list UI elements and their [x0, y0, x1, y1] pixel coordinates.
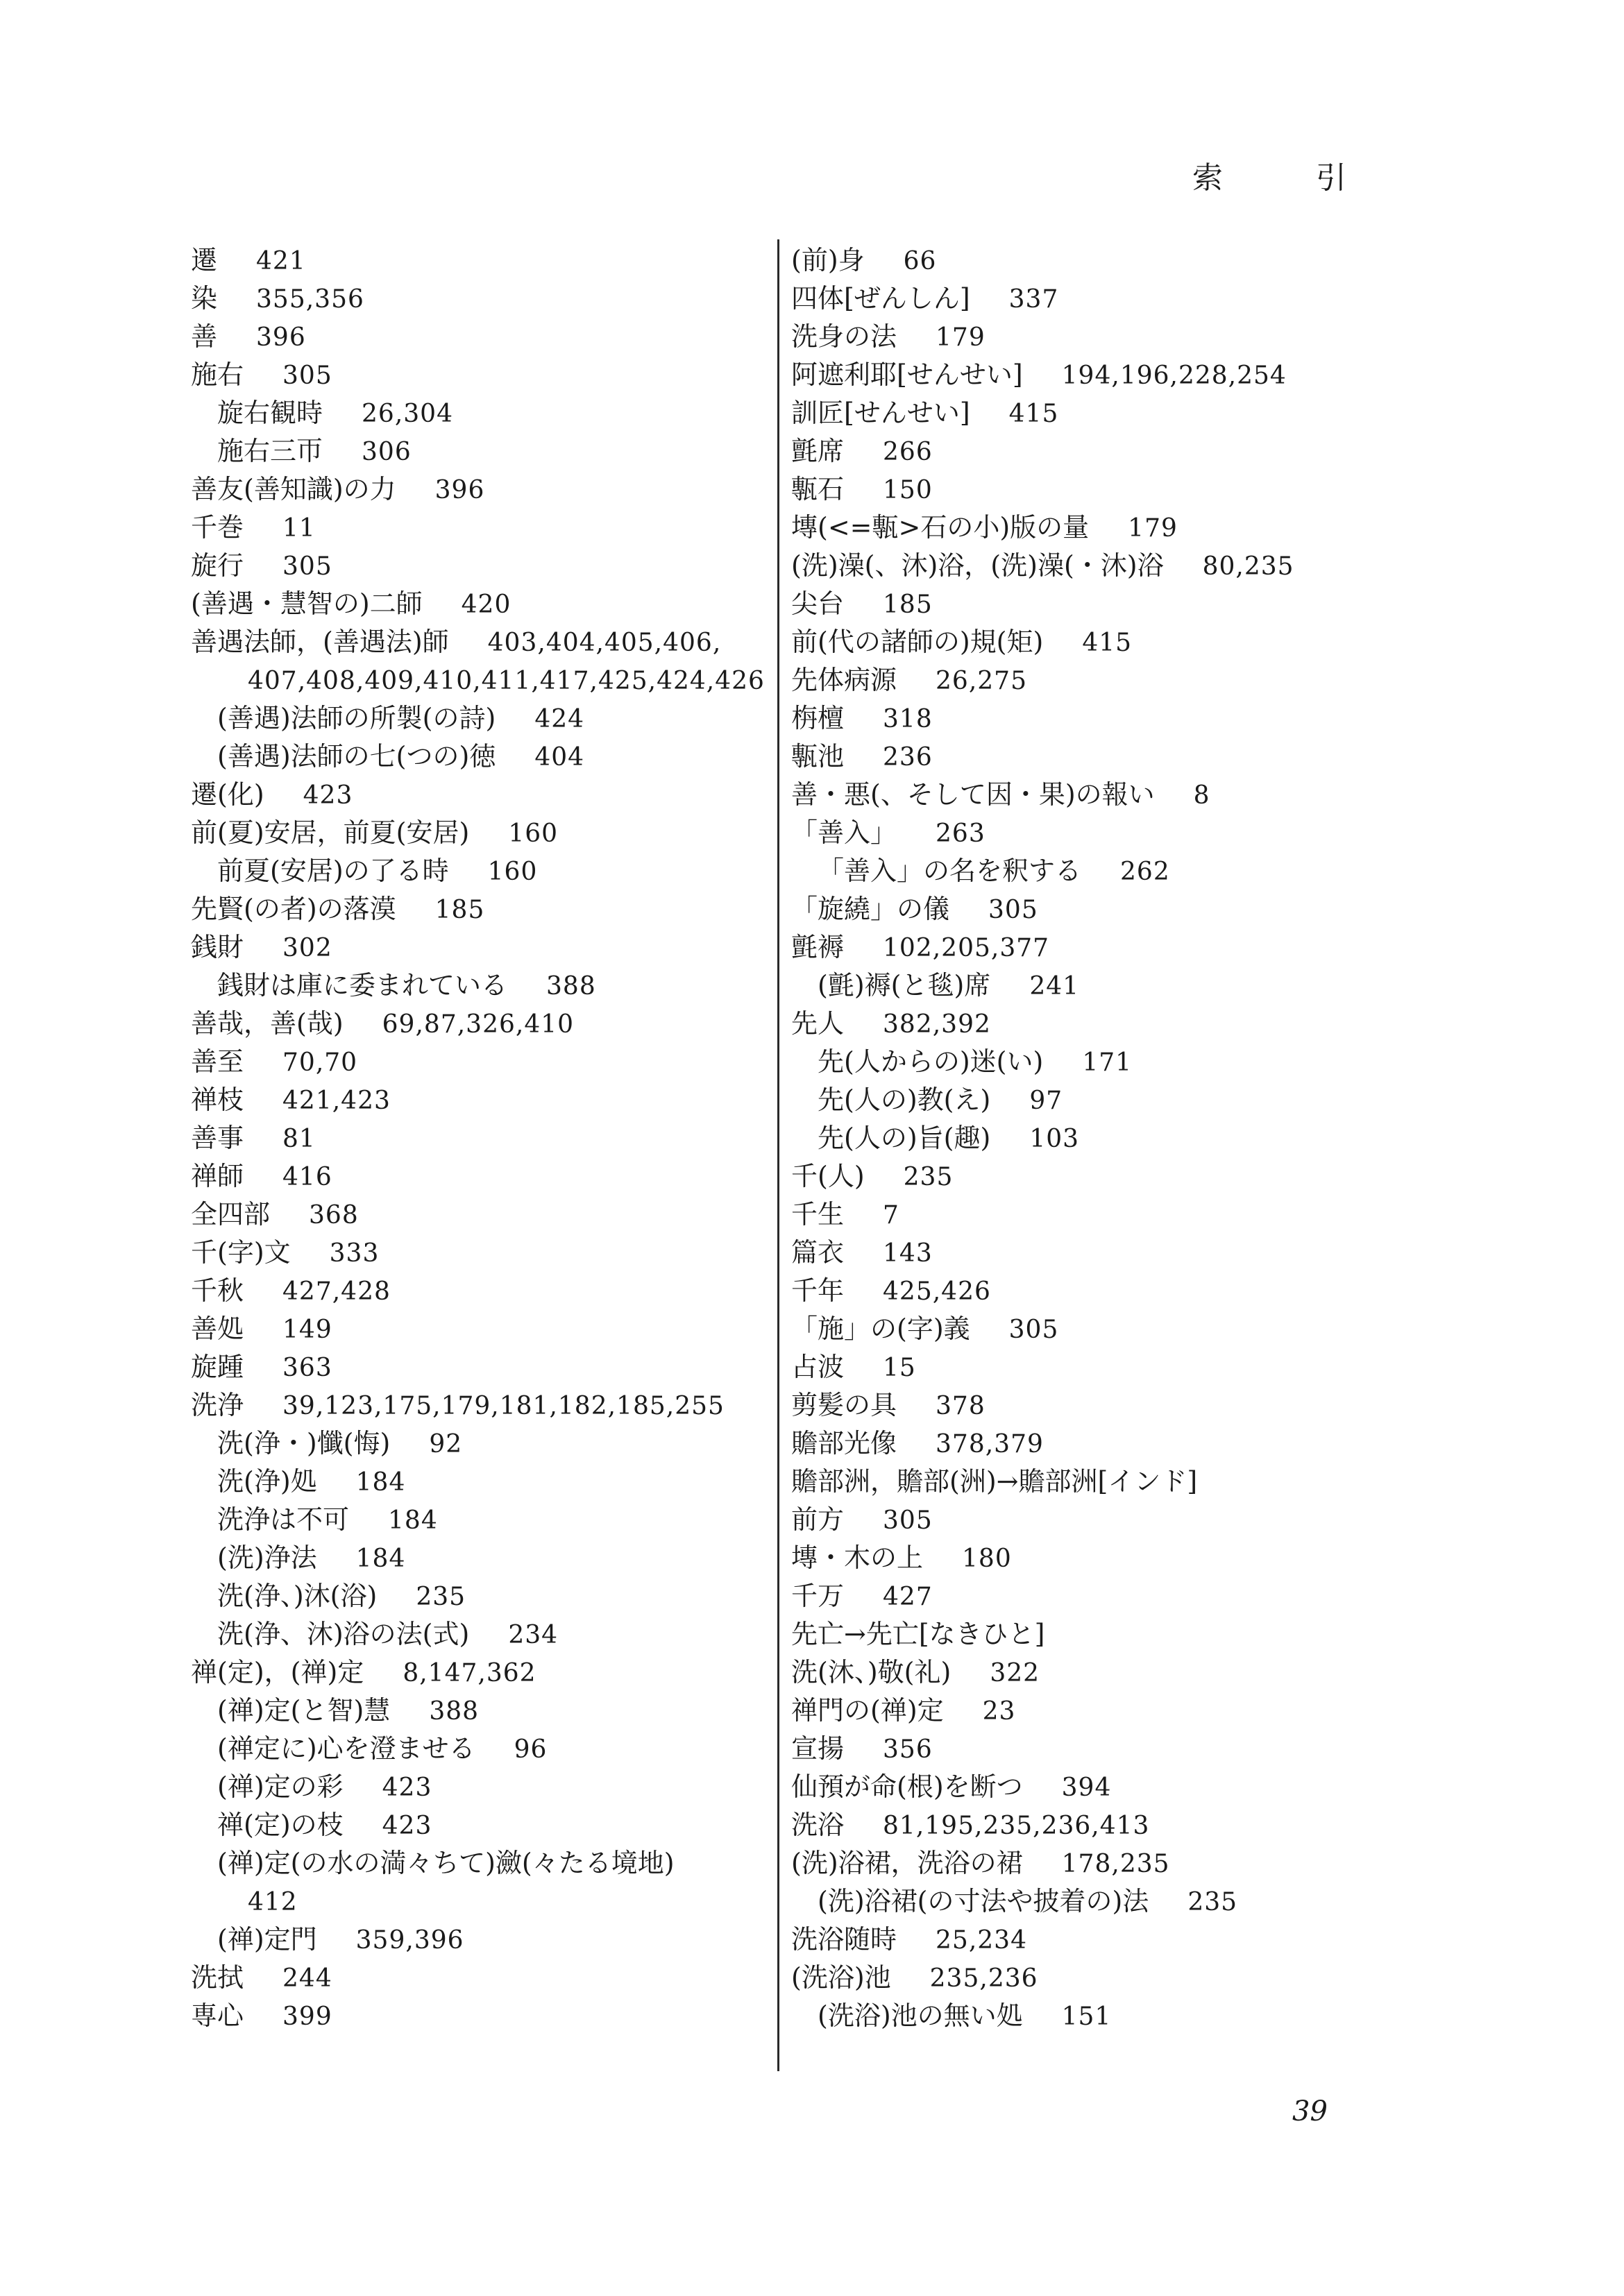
index-term: 洗浄 — [191, 1390, 244, 1420]
index-term: 善処 — [191, 1313, 244, 1344]
index-entry — [791, 1539, 1402, 1577]
index-term: 善遇法師，(善遇法)師 — [191, 627, 449, 657]
index-entry — [791, 509, 1402, 547]
index-term: 前(代の諸師の)規(矩) — [791, 627, 1044, 657]
index-term: (洗浴)池の無い処 — [818, 2000, 1023, 2031]
index-page-refs: 423 — [382, 1812, 432, 1840]
index-page-refs: 26,275 — [936, 667, 1027, 695]
index-page-refs: 235 — [903, 1163, 954, 1191]
index-header: 索 引 — [1192, 160, 1388, 196]
column-divider — [777, 239, 779, 2071]
index-page-refs: 194,196,228,254 — [1061, 362, 1287, 390]
index-page-refs: 394 — [1061, 1774, 1112, 1802]
index-term: (洗浴)池 — [791, 1962, 891, 1993]
index-page-refs: 396 — [434, 476, 485, 504]
index-entry — [191, 1196, 802, 1234]
index-page-refs: 235 — [416, 1583, 466, 1611]
index-entry — [791, 890, 1402, 928]
index-term: 前夏(安居)の了る時 — [217, 856, 449, 886]
index-entry — [191, 1043, 802, 1081]
index-page-refs: 368 — [309, 1201, 359, 1230]
index-entry — [791, 623, 1402, 661]
index-term: 占波 — [791, 1352, 845, 1382]
index-entry — [791, 1921, 1402, 1959]
index-entry — [791, 547, 1402, 585]
index-term: 善事 — [191, 1123, 244, 1153]
index-entry — [791, 1310, 1402, 1348]
index-entry — [791, 1882, 1402, 1921]
index-entry — [791, 1043, 1402, 1081]
index-page-refs: 160 — [487, 858, 538, 886]
index-page-refs: 333 — [329, 1239, 380, 1268]
index-term: 「善入」の名を釈する — [818, 856, 1082, 886]
index-page-refs: 149 — [282, 1316, 332, 1344]
index-entry — [791, 699, 1402, 738]
index-term: 千巻 — [191, 512, 244, 543]
index-entry — [791, 1005, 1402, 1043]
index-page-refs: 378,379 — [936, 1430, 1044, 1459]
index-term: 訓匠[せんせい] — [791, 398, 970, 428]
index-entry — [791, 432, 1402, 470]
index-page-refs: 185 — [434, 896, 485, 924]
index-entry — [191, 1348, 802, 1386]
index-entry — [791, 318, 1402, 356]
index-entry — [191, 661, 802, 699]
index-page-refs: 244 — [282, 1964, 332, 1993]
index-entry — [191, 967, 802, 1005]
index-entry — [191, 623, 802, 661]
index-entry — [191, 585, 802, 623]
index-entry — [191, 1615, 802, 1653]
index-page-refs: 305 — [1008, 1316, 1059, 1344]
index-page-refs: 425,426 — [883, 1277, 991, 1306]
index-term: 四体[ぜんしん] — [791, 283, 970, 314]
index-entry — [191, 356, 802, 394]
index-page-refs: 416 — [282, 1163, 332, 1191]
index-page-refs: 427 — [883, 1583, 933, 1611]
index-page-refs: 15 — [883, 1354, 916, 1382]
index-page-refs: 388 — [429, 1697, 480, 1726]
index-entry — [791, 1692, 1402, 1730]
index-page-refs: 103 — [1029, 1125, 1080, 1153]
index-page-refs: 399 — [282, 2002, 332, 2031]
index-page-refs: 421 — [256, 247, 306, 275]
index-page-refs: 412 — [248, 1888, 298, 1916]
index-page-refs: 415 — [1082, 629, 1133, 657]
index-term: 「施」の(字)義 — [791, 1313, 970, 1344]
index-entry — [191, 1310, 802, 1348]
index-term: 銭財は庫に委まれている — [217, 970, 508, 1001]
index-page-refs: 322 — [990, 1659, 1040, 1687]
index-term: 先賢(の者)の落漠 — [191, 894, 396, 924]
index-term: 洗(浄、)沐(浴) — [217, 1581, 378, 1611]
index-page-refs: 388 — [546, 972, 596, 1001]
index-page-refs: 305 — [988, 896, 1038, 924]
index-entry — [191, 318, 802, 356]
index-page-refs: 26,304 — [362, 400, 453, 428]
index-term: 先亡→先亡[なきひと] — [791, 1619, 1045, 1649]
index-term: 千(字)文 — [191, 1237, 291, 1268]
index-entry — [791, 776, 1402, 814]
index-page-refs: 427,428 — [282, 1277, 391, 1306]
index-entry — [191, 1921, 802, 1959]
index-page-refs: 359,396 — [355, 1926, 464, 1955]
index-entry — [191, 1005, 802, 1043]
index-entry — [191, 1081, 802, 1119]
index-term: 善友(善知識)の力 — [191, 474, 396, 504]
index-page-refs: 70,70 — [282, 1048, 358, 1077]
index-page-refs: 180 — [962, 1545, 1012, 1573]
index-page-refs: 262 — [1120, 858, 1170, 886]
index-term: (氈)褥(と毯)席 — [818, 970, 991, 1001]
index-entry — [191, 1119, 802, 1157]
index-page-refs: 81 — [282, 1125, 316, 1153]
index-entry — [791, 661, 1402, 699]
index-entry — [791, 1272, 1402, 1310]
index-term: 洗(浄・)懺(悔) — [217, 1428, 391, 1459]
index-term: 善 — [191, 321, 218, 352]
index-term: 甎池 — [791, 741, 845, 772]
index-page-refs: 11 — [282, 514, 316, 543]
index-term: 洗身の法 — [791, 321, 897, 352]
index-entry — [791, 241, 1402, 280]
index-entry — [191, 394, 802, 432]
index-entry — [191, 1997, 802, 2035]
index-term: 洗浄は不可 — [217, 1504, 350, 1535]
index-entry — [791, 1768, 1402, 1806]
index-entry — [191, 470, 802, 509]
index-entry — [191, 1844, 802, 1882]
index-page-refs: 363 — [282, 1354, 332, 1382]
index-entry — [791, 394, 1402, 432]
index-entry — [791, 738, 1402, 776]
index-entry — [191, 814, 802, 852]
index-entry — [791, 1386, 1402, 1425]
index-term: 専心 — [191, 2000, 244, 2031]
index-term: (禅)定(の水の満々ちて)瀲(々たる境地) — [217, 1848, 675, 1878]
index-entry — [191, 1272, 802, 1310]
index-entry — [791, 1463, 1402, 1501]
index-entry — [191, 1806, 802, 1844]
index-page-refs: 424 — [534, 705, 585, 733]
index-page-refs: 184 — [388, 1506, 438, 1535]
index-entry — [191, 699, 802, 738]
index-page-refs: 151 — [1061, 2002, 1112, 2031]
index-page-refs: 25,234 — [936, 1926, 1027, 1955]
index-entry — [191, 241, 802, 280]
index-term: (前)身 — [791, 245, 865, 275]
index-entry — [791, 1119, 1402, 1157]
index-term: 先人 — [791, 1008, 845, 1039]
index-term: 洗浴 — [791, 1810, 845, 1840]
index-page-refs: 266 — [883, 438, 933, 466]
index-term: 旋右観時 — [217, 398, 323, 428]
index-term: 禅師 — [191, 1161, 244, 1191]
index-term: 千生 — [791, 1199, 845, 1230]
index-term: 洗(浄、沐)浴の法(式) — [217, 1619, 470, 1649]
index-page-refs: 263 — [936, 819, 986, 848]
index-term: 尖台 — [791, 588, 845, 619]
index-term: 剪髪の具 — [791, 1390, 897, 1420]
index-page-refs: 39,123,175,179,181,182,185,255 — [282, 1392, 725, 1420]
index-entry — [791, 1234, 1402, 1272]
index-term: 篇衣 — [791, 1237, 845, 1268]
index-term: 洗(沐、)敬(礼) — [791, 1657, 951, 1687]
index-entry — [791, 1997, 1402, 2035]
index-term: 先(人からの)迷(い) — [818, 1046, 1044, 1077]
index-page-refs: 423 — [382, 1774, 432, 1802]
index-entry — [191, 1577, 802, 1615]
index-page-refs: 337 — [1008, 285, 1059, 314]
index-term: (善遇)法師の所製(の詩) — [217, 703, 496, 733]
index-page-refs: 7 — [883, 1201, 899, 1230]
index-term: (洗)浴裙，洗浴の裙 — [791, 1848, 1023, 1878]
index-entry — [191, 1959, 802, 1997]
index-page-refs: 185 — [883, 590, 933, 619]
index-page-refs: 421,423 — [282, 1087, 391, 1115]
index-entry — [791, 1348, 1402, 1386]
index-entry — [191, 1653, 802, 1692]
index-entry — [191, 890, 802, 928]
index-term: 禅枝 — [191, 1085, 244, 1115]
index-page-refs: 415 — [1008, 400, 1059, 428]
index-page-refs: 69,87,326,410 — [382, 1010, 575, 1039]
index-term: 塼(<=甎>石の小)版の量 — [791, 512, 1090, 543]
index-entry — [191, 776, 802, 814]
index-page-refs: 96 — [514, 1735, 548, 1764]
index-page-refs: 305 — [883, 1506, 933, 1535]
index-column-left — [191, 241, 802, 2035]
index-page-refs: 241 — [1029, 972, 1080, 1001]
index-entry — [791, 1577, 1402, 1615]
index-term: 洗浴随時 — [791, 1924, 897, 1955]
index-term: (禅)定(と智)慧 — [217, 1695, 391, 1726]
index-entry — [791, 967, 1402, 1005]
index-page-refs: 81,195,235,236,413 — [883, 1812, 1150, 1840]
index-term: 禅(定)，(禅)定 — [191, 1657, 364, 1687]
index-page-refs: 143 — [883, 1239, 933, 1268]
index-page-refs: 407,408,409,410,411,417,425,424,426 — [248, 667, 765, 695]
index-term: 全四部 — [191, 1199, 271, 1230]
index-entry — [791, 928, 1402, 967]
index-term: 善至 — [191, 1046, 244, 1077]
index-term: 善・悪(、そして因・果)の報い — [791, 779, 1155, 810]
index-term: (禅)定の彩 — [217, 1771, 344, 1802]
index-term: 遷(化) — [191, 779, 264, 810]
index-entry — [191, 432, 802, 470]
index-term: 阿遮利耶[せんせい] — [791, 359, 1023, 390]
index-page-refs: 423 — [303, 781, 353, 810]
index-page-refs: 179 — [936, 323, 986, 352]
index-term: 栴檀 — [791, 703, 845, 733]
index-term: 「旋繞」の儀 — [791, 894, 950, 924]
index-page-refs: 97 — [1029, 1087, 1063, 1115]
index-entry — [791, 1196, 1402, 1234]
index-entry — [791, 1157, 1402, 1196]
index-term: (禅定に)心を澄ませる — [217, 1733, 475, 1764]
index-entry — [191, 1882, 802, 1921]
index-page-refs: 102,205,377 — [883, 934, 1050, 962]
index-entry — [791, 1806, 1402, 1844]
index-entry — [791, 1081, 1402, 1119]
index-entry — [191, 852, 802, 890]
index-entry — [191, 1234, 802, 1272]
index-entry — [791, 356, 1402, 394]
index-entry — [191, 1501, 802, 1539]
index-entry — [791, 1653, 1402, 1692]
index-entry — [791, 1501, 1402, 1539]
index-entry — [191, 1730, 802, 1768]
index-term: 禅門の(禅)定 — [791, 1695, 944, 1726]
index-page-refs: 235 — [1187, 1888, 1238, 1916]
index-term: 洗拭 — [191, 1962, 244, 1993]
index-entry — [791, 280, 1402, 318]
index-page-refs: 8 — [1193, 781, 1210, 810]
index-term: 塼・木の上 — [791, 1542, 924, 1573]
index-term: 染 — [191, 283, 218, 314]
index-page-refs: 23 — [982, 1697, 1016, 1726]
index-term: 施右三帀 — [217, 436, 323, 466]
index-term: (洗)浄法 — [217, 1542, 317, 1573]
index-page-refs: 234 — [508, 1621, 559, 1649]
index-page-refs: 302 — [282, 934, 332, 962]
index-entry — [791, 1615, 1402, 1653]
index-term: 贍部光像 — [791, 1428, 897, 1459]
index-page-refs: 318 — [883, 705, 933, 733]
index-term: 旋踵 — [191, 1352, 244, 1382]
index-entry — [191, 280, 802, 318]
index-term: 善哉，善(哉) — [191, 1008, 344, 1039]
index-column-right — [791, 241, 1402, 2035]
index-entry — [791, 1730, 1402, 1768]
index-page-refs: 235,236 — [929, 1964, 1038, 1993]
index-term: 前方 — [791, 1504, 845, 1535]
index-term: 施右 — [191, 359, 244, 390]
index-term: 先(人の)教(え) — [818, 1085, 991, 1115]
index-entry — [791, 852, 1402, 890]
index-page-refs: 179 — [1128, 514, 1178, 543]
index-page-refs: 184 — [355, 1545, 406, 1573]
index-term: 洗(浄)処 — [217, 1466, 317, 1497]
index-entry — [191, 738, 802, 776]
index-term: (禅)定門 — [217, 1924, 317, 1955]
index-page-refs: 8,147,362 — [403, 1659, 536, 1687]
index-page-refs: 92 — [429, 1430, 463, 1459]
index-term: 禅(定)の枝 — [217, 1810, 344, 1840]
index-page-refs: 403,404,405,406, — [487, 629, 722, 657]
index-term: (善遇・慧智の)二師 — [191, 588, 423, 619]
index-entry — [191, 1463, 802, 1501]
index-entry — [791, 1959, 1402, 1997]
index-term: 千年 — [791, 1275, 845, 1306]
index-term: (洗)浴裙(の寸法や披着の)法 — [818, 1886, 1149, 1916]
index-term: 「善入」 — [791, 817, 897, 848]
index-page-refs: 236 — [883, 743, 933, 772]
index-page-refs: 420 — [461, 590, 511, 619]
index-page-refs: 305 — [282, 362, 332, 390]
index-page-refs: 80,235 — [1202, 552, 1294, 581]
index-term: (洗)澡(、沐)浴，(洗)澡(・沐)浴 — [791, 550, 1164, 581]
index-entry — [191, 547, 802, 585]
index-page-refs: 356 — [883, 1735, 933, 1764]
index-page-refs: 160 — [508, 819, 559, 848]
index-term: 先体病源 — [791, 665, 897, 695]
index-entry — [191, 1157, 802, 1196]
page-number: 39 — [1292, 2095, 1328, 2127]
index-entry — [191, 509, 802, 547]
index-term: 仙預が命(根)を断つ — [791, 1771, 1023, 1802]
index-entry — [191, 1425, 802, 1463]
index-term: (善遇)法師の七(つの)徳 — [217, 741, 496, 772]
index-entry — [791, 814, 1402, 852]
index-term: 氈褥 — [791, 932, 845, 962]
index-entry — [191, 1768, 802, 1806]
index-term: 前(夏)安居，前夏(安居) — [191, 817, 470, 848]
index-term: 甎石 — [791, 474, 845, 504]
index-term: 千(人) — [791, 1161, 865, 1191]
index-entry — [191, 1386, 802, 1425]
index-term: 贍部洲，贍部(洲)→贍部洲[インド] — [791, 1466, 1198, 1497]
index-entry — [191, 1692, 802, 1730]
index-entry — [791, 585, 1402, 623]
index-page-refs: 66 — [903, 247, 937, 275]
index-term: 宣揚 — [791, 1733, 845, 1764]
index-term: 千万 — [791, 1581, 845, 1611]
index-term: 旋行 — [191, 550, 244, 581]
index-page-refs: 184 — [355, 1468, 406, 1497]
index-page-refs: 171 — [1082, 1048, 1133, 1077]
index-term: 銭財 — [191, 932, 244, 962]
index-term: 氈席 — [791, 436, 845, 466]
index-term: 先(人の)旨(趣) — [818, 1123, 991, 1153]
index-page-refs: 150 — [883, 476, 933, 504]
index-page-refs: 306 — [362, 438, 412, 466]
index-entry — [191, 928, 802, 967]
index-entry — [791, 470, 1402, 509]
index-page-refs: 404 — [534, 743, 585, 772]
index-term: 千秋 — [191, 1275, 244, 1306]
index-page-refs: 378 — [936, 1392, 986, 1420]
index-page-refs: 355,356 — [256, 285, 364, 314]
index-page-refs: 305 — [282, 552, 332, 581]
index-page-refs: 396 — [256, 323, 306, 352]
index-term: 遷 — [191, 245, 218, 275]
index-entry — [791, 1844, 1402, 1882]
index-page-refs: 382,392 — [883, 1010, 991, 1039]
index-entry — [791, 1425, 1402, 1463]
index-page-refs: 178,235 — [1061, 1850, 1170, 1878]
index-entry — [191, 1539, 802, 1577]
